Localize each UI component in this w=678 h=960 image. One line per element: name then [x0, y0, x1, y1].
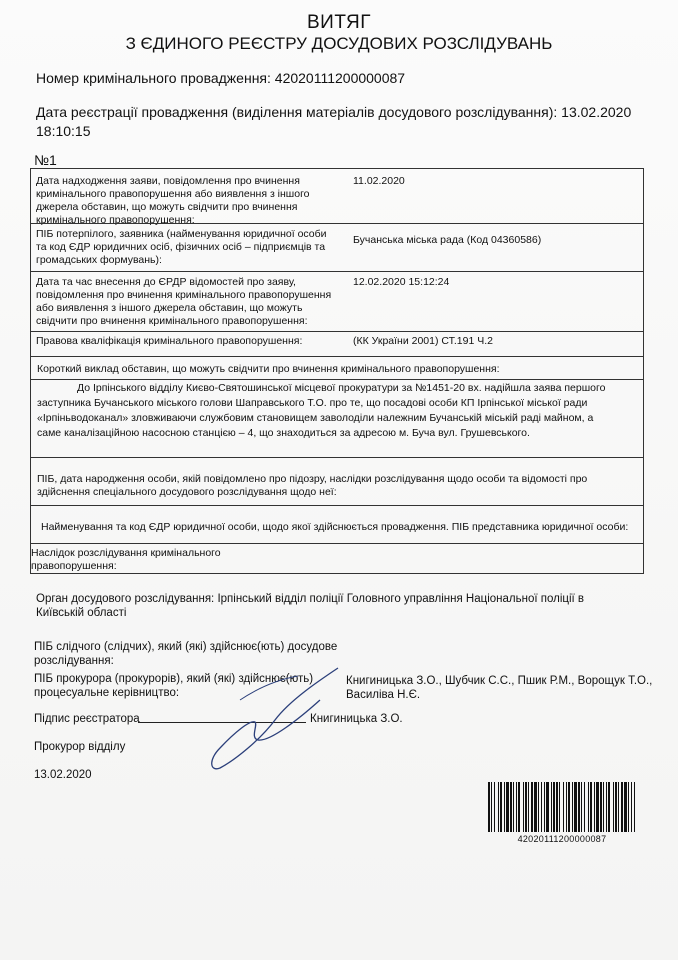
case-details-table: Дата надходження заяви, повідомлення про вчинення кримінального правопорушення або виявлення з іншого джерела обставин, що можуть свідчити про вчинення кримінального правопорушення: 11.02.2020 ПІБ потерпілого, заявника (найменування юридичної особи та код ЄДР юридичних осіб, фізичних осіб – підприємців та громадських формувань): Бучанська міська рада (Код 04360586) Дата та час внесення до ЄРДР відомостей про заяву, повідомлення про вчинення кримінального правопорушення або виявлення з іншого джерела обставин, що можуть свідчити про вчинення кримінального правопорушення: 12.02.2020 15:12:24 Правова кваліфікація кримінального правопорушення: (КК України 2001) СТ.191 Ч.2 Короткий виклад обставин, що можуть свідчити про вчинення кримінального правопорушення: До Ірпінського відділу Києво-Святошинської місцевої прокуратури за №1451-20 вх. надійшла заява першого заступника Бучанського міського голови Шаправського Т.О. про те, що посадові особи КП Ірпінської міської ради «Ірпіньводоканал» зловживаючи службовим становищем заволоділи належним Бучанській міській раді майном, а саме каналізаційною насосною станцією – 4, що знаходиться за адресою м. Буча вул. Грушевського. ПІБ, дата народження особи, якій повідомлено про підозру, наслідки розслідування щодо особи та відомості про здійснення спеціального досудового розслідування щодо неї: Найменування та код ЄДР юридичної особи, щодо якої здійснюється провадження. ПІБ представника юридичної особи: Наслідок розслідування кримінального правопорушення: — [30, 168, 644, 574]
investigator-label: ПІБ слідчого (слідчих), який (які) здійснює(ють) досудове розслідування: — [34, 641, 338, 667]
summary-text: До Ірпінського відділу Києво-Святошинської місцевої прокуратури за №1451-20 вх. надійшла заява першого заступника Бучанського міського голови Шаправського Т.О. про те, що посадові особи КП Ірпінської міської ради «Ірпіньводоканал» зловживаючи службовим становищем заволоділи належним Бучанській міській раді майном, а саме каналізаційною насосною станцією – 4, що знаходиться за адресою м. Буча вул. Грушевського. — [37, 382, 606, 439]
divider — [31, 457, 643, 458]
row-label: Правова кваліфікація кримінального правопорушення: — [36, 335, 303, 347]
divider — [31, 223, 643, 224]
document-subtitle: З ЄДИНОГО РЕЄСТРУ ДОСУДОВИХ РОЗСЛІДУВАНЬ — [125, 34, 553, 53]
document-date: 13.02.2020 — [34, 769, 92, 781]
row-label: Дата та час внесення до ЄРДР відомостей про заяву, повідомлення про вчинення кримінального правопорушення або виявлення з іншого джерела обставин, що можуть свідчити про вчинення кримінального правопорушення: — [36, 276, 332, 327]
prosecutor-label: ПІБ прокурора (прокурорів), який (які) здійснює(ють) процесуальне керівництво: — [34, 673, 314, 699]
registrar-name: Книгиницька З.О. — [310, 713, 403, 725]
suspect-heading: ПІБ, дата народження особи, якій повідомлено про підозру, наслідки розслідування щодо особи та відомості про здійснення спеціального досудового розслідування щодо неї: — [37, 473, 588, 498]
handwritten-signature — [180, 660, 360, 780]
case-number: Номер кримінального провадження: 42020111200000087 — [36, 70, 406, 86]
row-value: 12.02.2020 15:12:24 — [353, 276, 450, 288]
divider — [31, 543, 643, 544]
summary-heading: Короткий виклад обставин, що можуть свідчити про вчинення кримінального правопорушення: — [37, 363, 500, 375]
divider — [31, 331, 643, 332]
section-number: №1 — [34, 152, 57, 168]
divider — [31, 505, 643, 506]
row-label: Дата надходження заяви, повідомлення про вчинення кримінального правопорушення або виявлення з іншого джерела обставин, що можуть свідчити про вчинення кримінального правопорушення: — [36, 175, 310, 226]
divider — [31, 379, 643, 380]
registrar-label: Підпис реєстратора — [34, 713, 140, 725]
prosecutor-names: Книгиницька З.О., Шубчик С.С., Пшик Р.М., Ворощук Т.О., Василіва Н.Є. — [346, 675, 653, 701]
divider — [31, 356, 643, 357]
row-value: Бучанська міська рада (Код 04360586) — [353, 234, 542, 246]
document-title: ВИТЯГ — [306, 12, 372, 33]
investigation-body: Орган досудового розслідування: Ірпінський відділ поліції Головного управління Національної поліції в Київській області — [36, 593, 585, 619]
row-value: 11.02.2020 — [353, 175, 405, 187]
legal-entity-heading: Найменування та код ЄДР юридичної особи, щодо якої здійснюється провадження. ПІБ представника юридичної особи: — [41, 521, 629, 533]
registration-date: Дата реєстрації провадження (виділення матеріалів досудового розслідування): 13.02.2020 18:10:15 — [36, 104, 632, 139]
department-prosecutor: Прокурор відділу — [34, 741, 126, 753]
barcode-number: 42020111200000087 — [517, 834, 607, 844]
barcode-image — [486, 782, 638, 832]
divider — [31, 271, 643, 272]
row-value: (КК України 2001) СТ.191 Ч.2 — [353, 335, 493, 347]
row-label: ПІБ потерпілого, заявника (найменування юридичної особи та код ЄДР юридичних осіб, фізичних осіб – підприємців та громадських формувань): — [36, 228, 327, 266]
